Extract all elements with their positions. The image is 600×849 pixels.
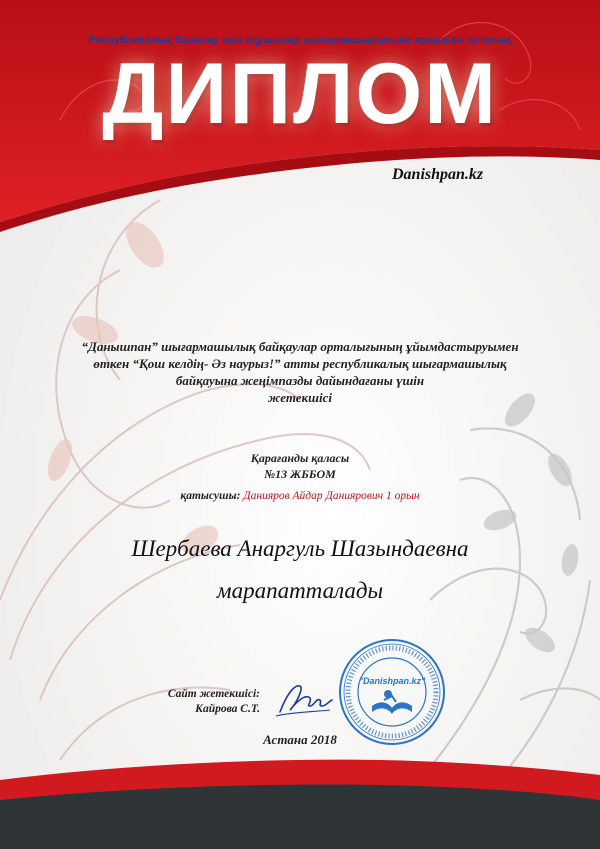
signature-person: Кайрова С.Т. [195, 703, 260, 715]
place-and-date: Астана 2018 [263, 732, 337, 747]
description-line-2: өткен “Қош келдің- Әз наурыз!” атты республикалық шығармашылық [93, 356, 507, 371]
participant-value: Данияров Айдар Даниярович 1 орын [243, 490, 420, 502]
stamp-center-text: "Danishpan.kz" [358, 676, 426, 686]
description-line-4: жетекшісі [268, 390, 332, 405]
award-description [0, 338, 600, 406]
site-name: Danishpan.kz [392, 166, 484, 183]
organization-name: Республикалық балалар мен оқушылар шығармашылығына арналған орталық [88, 34, 512, 46]
participant-line [0, 490, 600, 502]
recipient-name: Шербаева Анаргуль Шазындаевна [131, 536, 469, 561]
signature-role: Сайт жетекшісі: [167, 688, 260, 700]
handwritten-signature [272, 676, 334, 722]
school-name: №13 ЖББОМ [264, 467, 336, 481]
diploma-title: ДИПЛОМ [102, 46, 498, 142]
school-info [0, 450, 600, 482]
participant-label: қатысушы: [180, 490, 241, 502]
dark-footer-band [0, 785, 600, 849]
school-city: Қарағанды қаласы [250, 451, 350, 465]
book-icon [372, 690, 412, 714]
description-line-3: байқауына жеңімпазды дайындағаны үшін [175, 373, 425, 388]
signature-block [120, 687, 260, 717]
award-verb: марапатталады [216, 578, 384, 603]
description-line-1: “Данышпан” шығармашылық байқаулар орталығының ұйымдастыруымен [81, 339, 519, 354]
